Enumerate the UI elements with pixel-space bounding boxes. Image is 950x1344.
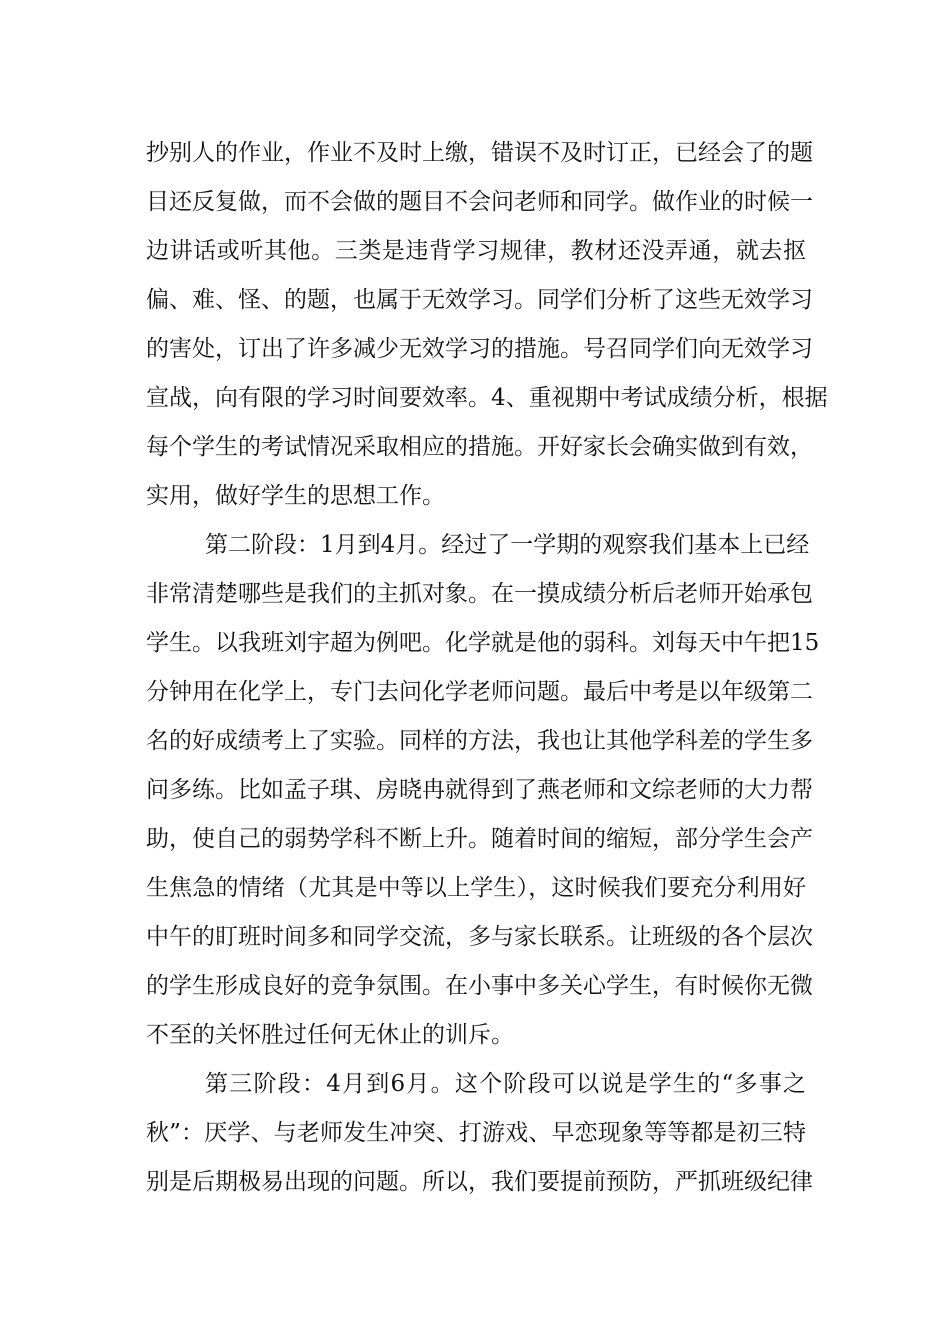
text-line: 别是后期极易出现的问题。所以，我们要提前预防，严抓班级纪律	[146, 1169, 813, 1195]
text-line: 分钟用在化学上，专门去问化学老师问题。最后中考是以年级第二	[146, 679, 813, 705]
text-line: 抄别人的作业，作业不及时上缴，错误不及时订正，已经会了的题	[146, 140, 813, 166]
paragraph-first-line: 第三阶段：4月到6月。这个阶段可以说是学生的“多事之	[205, 1071, 806, 1097]
text-line: 目还反复做，而不会做的题目不会问老师和同学。做作业的时候一	[146, 189, 813, 215]
text-line: 每个学生的考试情况采取相应的措施。开好家长会确实做到有效，	[146, 434, 813, 460]
text-line: 学生。以我班刘宇超为例吧。化学就是他的弱科。刘每天中午把15	[146, 630, 820, 656]
text-line: 中午的盯班时间多和同学交流，多与家长联系。让班级的各个层次	[146, 924, 813, 950]
text-line: 问多练。比如孟子琪、房晓冉就得到了燕老师和文综老师的大力帮	[146, 777, 813, 803]
text-line: 偏、难、怪、的题，也属于无效学习。同学们分析了这些无效学习	[146, 287, 813, 313]
text-line: 助，使自己的弱势学科不断上升。随着时间的缩短，部分学生会产	[146, 826, 813, 852]
text-line: 生焦急的情绪（尤其是中等以上学生），这时候我们要充分利用好	[146, 875, 806, 901]
text-line: 非常清楚哪些是我们的主抓对象。在一摸成绩分析后老师开始承包	[146, 581, 813, 607]
text-line: 名的好成绩考上了实验。同样的方法，我也让其他学科差的学生多	[146, 728, 813, 754]
text-line: 的害处，订出了许多减少无效学习的措施。号召同学们向无效学习	[146, 336, 813, 362]
text-line: 秋”：厌学、与老师发生冲突、打游戏、早恋现象等等都是初三特	[146, 1120, 806, 1146]
text-line: 边讲话或听其他。三类是违背学习规律，教材还没弄通，就去抠	[146, 238, 806, 264]
text-line: 实用，做好学生的思想工作。	[146, 483, 445, 509]
text-line: 宣战，向有限的学习时间要效率。4、重视期中考试成绩分析，根据	[146, 385, 828, 411]
paragraph-first-line: 第二阶段：1月到4月。经过了一学期的观察我们基本上已经	[205, 532, 810, 558]
text-line: 的学生形成良好的竞争氛围。在小事中多关心学生，有时候你无微	[146, 973, 813, 999]
text-line: 不至的关怀胜过任何无休止的训斥。	[146, 1022, 514, 1048]
